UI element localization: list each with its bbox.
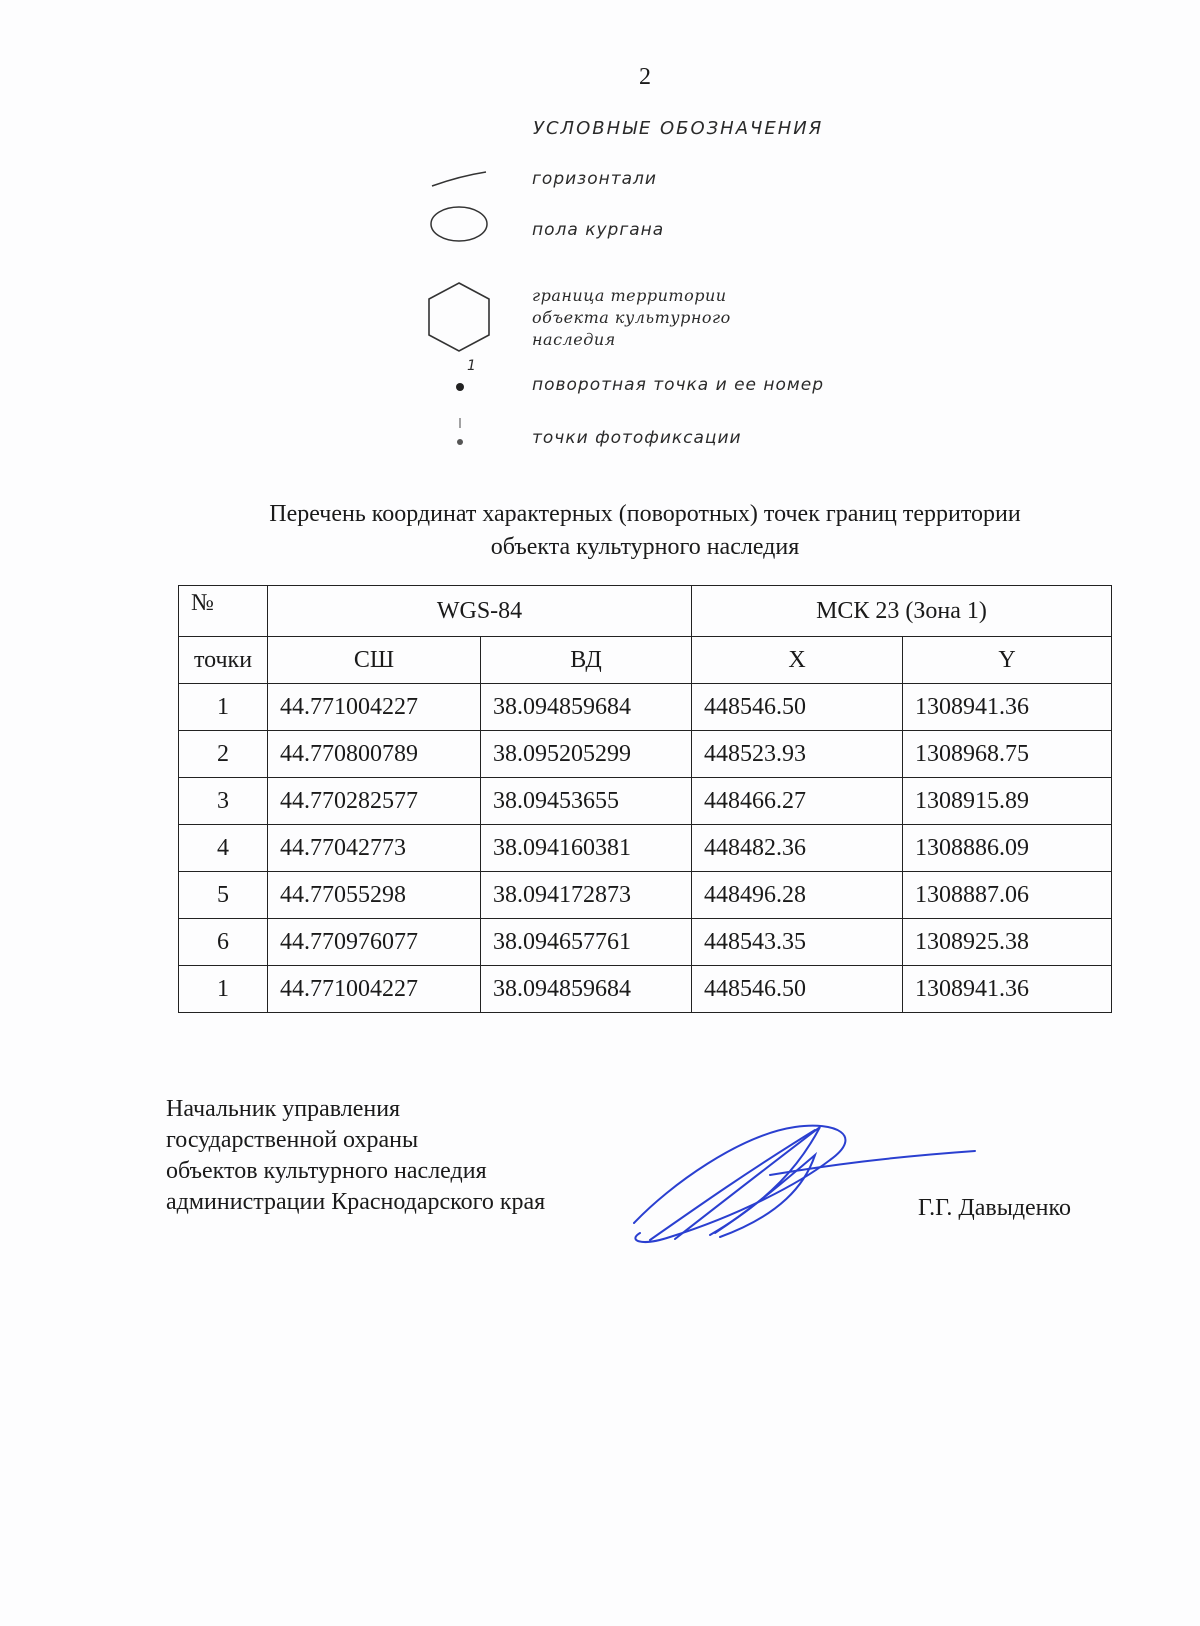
header-lon: ВД: [481, 637, 692, 684]
cell-lon: 38.09453655: [481, 778, 692, 825]
cell-x: 448466.27: [692, 778, 903, 825]
cell-lon: 38.094657761: [481, 919, 692, 966]
cell-lat: 44.770976077: [268, 919, 481, 966]
table-header-row-2: [179, 637, 1112, 684]
cell-lon: 38.094859684: [481, 684, 692, 731]
table-row: [179, 919, 1112, 966]
cell-x: 448523.93: [692, 731, 903, 778]
signer-name: Г.Г. Давыденко: [918, 1195, 1071, 1221]
table-row: [179, 825, 1112, 872]
legend-label-photo-points: точки фотофиксации: [532, 428, 742, 448]
signatory-position-line3: объектов культурного наследия: [166, 1158, 487, 1184]
cell-lat: 44.77042773: [268, 825, 481, 872]
cell-lon: 38.094172873: [481, 872, 692, 919]
cell-x: 448482.36: [692, 825, 903, 872]
cell-lon: 38.095205299: [481, 731, 692, 778]
cell-num: 1: [179, 966, 268, 1013]
header-x: X: [692, 637, 903, 684]
cell-y: 1308925.38: [903, 919, 1112, 966]
turning-point-icon: [453, 380, 467, 394]
cell-num: 5: [179, 872, 268, 919]
header-y: Y: [903, 637, 1112, 684]
table-row: [179, 731, 1112, 778]
cell-num: 6: [179, 919, 268, 966]
turning-point-number: 1: [467, 358, 477, 374]
signatory-position-line4: администрации Краснодарского края: [166, 1189, 546, 1215]
header-lat: СШ: [268, 637, 481, 684]
cell-x: 448546.50: [692, 684, 903, 731]
signatory-position: [166, 1094, 545, 1218]
cell-lat: 44.771004227: [268, 966, 481, 1013]
header-num: №: [179, 586, 268, 637]
table-title-line1: Перечень координат характерных (поворотных) точек границ территории: [269, 501, 1021, 527]
handwritten-signature: [630, 1115, 990, 1255]
legend-label-boundary-line3: наследия: [532, 330, 616, 349]
photo-point-icon: [453, 416, 467, 448]
cell-num: 2: [179, 731, 268, 778]
hexagon-boundary-icon: [426, 280, 492, 354]
cell-y: 1308887.06: [903, 872, 1112, 919]
legend-label-boundary: [532, 285, 731, 351]
signatory-position-line2: государственной охраны: [166, 1127, 419, 1153]
contour-line-icon: [430, 170, 490, 190]
mound-ellipse-icon: [427, 204, 491, 244]
cell-x: 448543.35: [692, 919, 903, 966]
header-wgs84: WGS-84: [268, 586, 692, 637]
table-row: [179, 872, 1112, 919]
cell-num: 1: [179, 684, 268, 731]
cell-y: 1308968.75: [903, 731, 1112, 778]
cell-y: 1308941.36: [903, 684, 1112, 731]
legend-label-boundary-line2: объекта культурного: [532, 308, 731, 327]
header-msk23: МСК 23 (Зона 1): [692, 586, 1112, 637]
page-number: 2: [639, 64, 651, 90]
header-point: точки: [179, 637, 268, 684]
cell-lat: 44.770800789: [268, 731, 481, 778]
coordinates-table: [178, 585, 1112, 1013]
table-title-line2: объекта культурного наследия: [490, 534, 800, 560]
cell-y: 1308886.09: [903, 825, 1112, 872]
table-row: [179, 684, 1112, 731]
table-row: [179, 778, 1112, 825]
cell-lon: 38.094160381: [481, 825, 692, 872]
cell-num: 3: [179, 778, 268, 825]
legend-title: УСЛОВНЫЕ ОБОЗНАЧЕНИЯ: [533, 118, 824, 139]
signatory-position-line1: Начальник управления: [166, 1096, 401, 1122]
cell-y: 1308941.36: [903, 966, 1112, 1013]
cell-num: 4: [179, 825, 268, 872]
cell-lat: 44.771004227: [268, 684, 481, 731]
legend-label-boundary-line1: граница территории: [532, 286, 727, 305]
cell-lon: 38.094859684: [481, 966, 692, 1013]
cell-lat: 44.770282577: [268, 778, 481, 825]
cell-y: 1308915.89: [903, 778, 1112, 825]
cell-lat: 44.77055298: [268, 872, 481, 919]
legend-label-contours: горизонтали: [532, 169, 657, 189]
legend-label-mound: пола кургана: [532, 220, 665, 240]
table-title: [180, 498, 1110, 564]
legend-label-turning-point: поворотная точка и ее номер: [532, 375, 824, 395]
table-header-row-1: [179, 586, 1112, 637]
cell-x: 448496.28: [692, 872, 903, 919]
table-row: [179, 966, 1112, 1013]
cell-x: 448546.50: [692, 966, 903, 1013]
